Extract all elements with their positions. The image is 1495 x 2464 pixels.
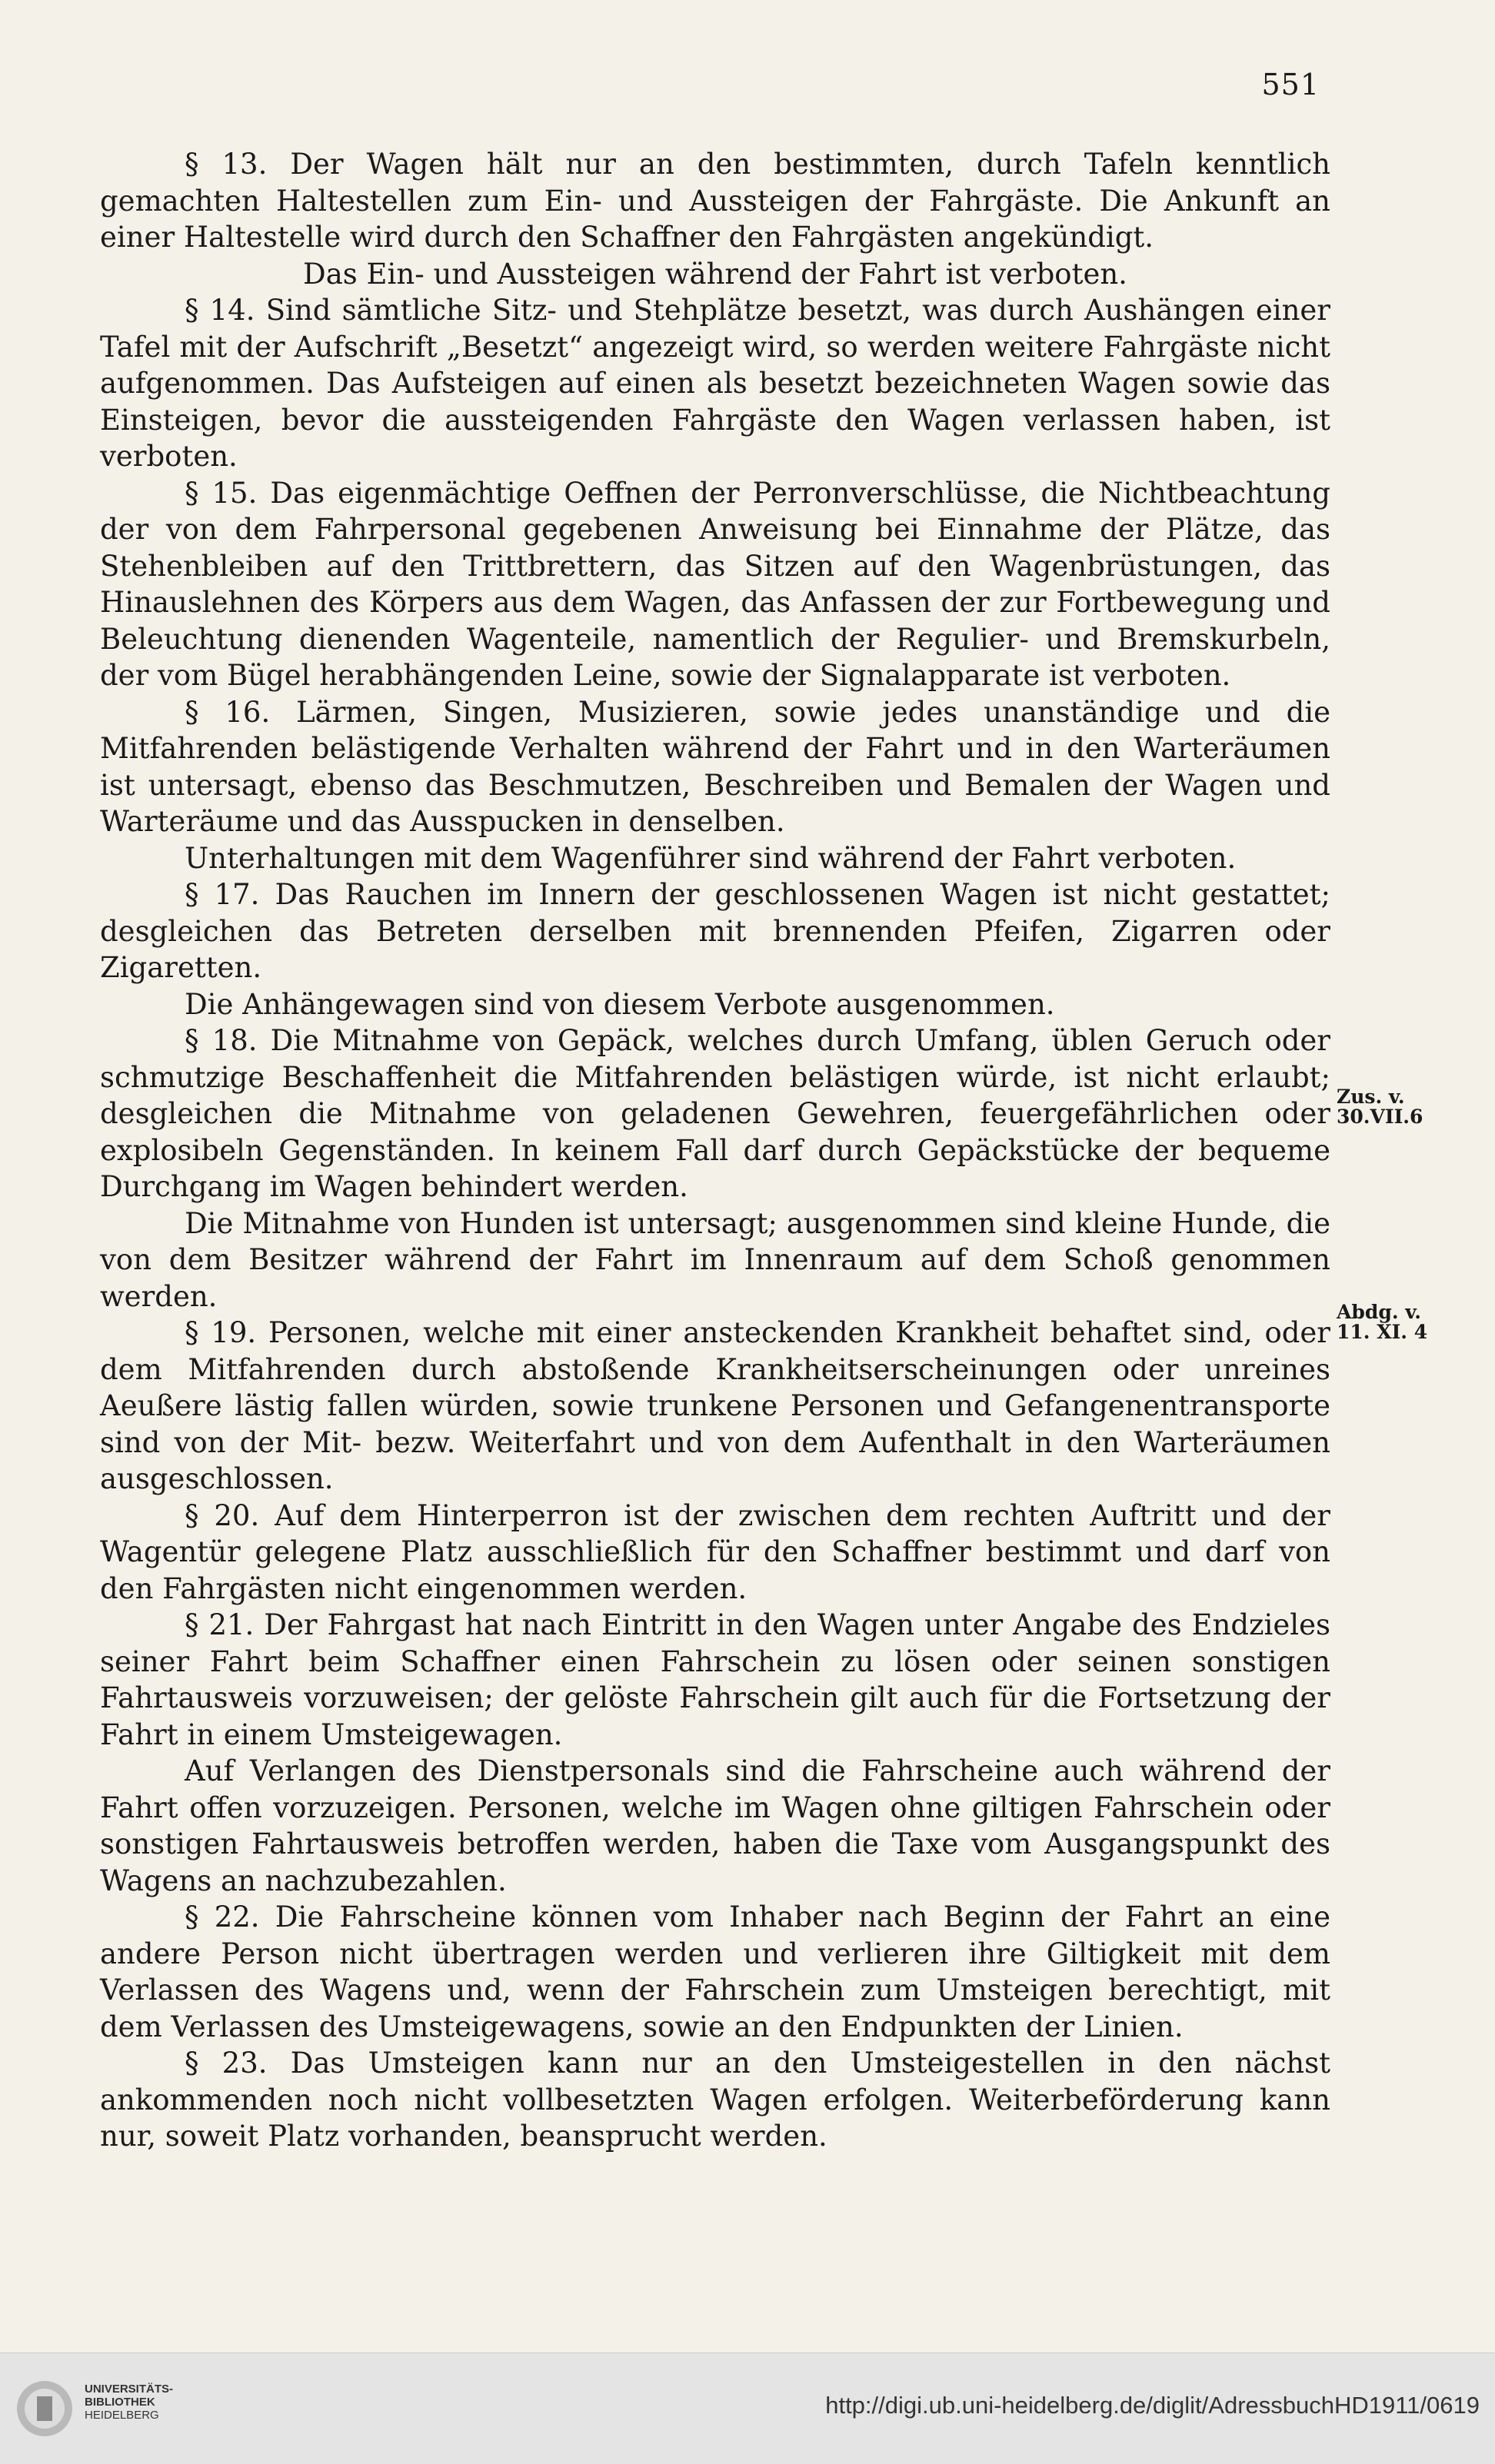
margin-note-amendment-line2: 11. XI. 4 — [1337, 1321, 1428, 1343]
paragraph-16: § 16. Lärmen, Singen, Musizieren, sowie jedes unanständige und die Mitfahrenden belästigende Verhalten während der Fahrt und in den Warteräumen ist untersagt, ebenso das Beschmutzen, Beschreiben und Bemalen der Wagen und Warteräume und das Ausspucken in denselben. — [100, 695, 1330, 838]
paragraph-22: § 22. Die Fahrscheine können vom Inhaber nach Beginn der Fahrt an eine andere Person nicht übertragen werden und verlieren ihre Giltigkeit mit dem Verlassen des Wagens und, wenn der Fahrschein zum Umsteigen berechtigt, mit dem Verlassen des Umsteigewagens, sowie an den Endpunkten der Linien. — [100, 1900, 1330, 2043]
paragraph-18-note: Die Mitnahme von Hunden ist untersagt; ausgenommen sind kleine Hunde, die von dem Besitzer während der Fahrt im Innenraum auf dem Schoß genommen werden. — [100, 1206, 1330, 1313]
margin-note-addition-line2: 30.VII.6 — [1337, 1106, 1423, 1128]
margin-note-addition — [1337, 1087, 1423, 1127]
paragraph-18: § 18. Die Mitnahme von Gepäck, welches durch Umfang, üblen Geruch oder schmutzige Beschaffenheit die Mitfahrenden belästigen würde, ist nicht erlaubt; desgleichen die Mitnahme von geladenen Gewehren, feuergefährlichen oder explosibeln Gegenständen. In keinem Fall darf durch Gepäckstücke der bequeme Durchgang im Wagen behindert werden. — [100, 1024, 1330, 1203]
paragraph-15: § 15. Das eigenmächtige Oeffnen der Perronverschlüsse, die Nichtbeachtung der von dem Fahrpersonal gegebenen Anweisung bei Einnahme der Plätze, das Stehenbleiben auf den Trittbrettern, das Sitzen auf den Wagenbrüstungen, das Hinauslehnen des Körpers aus dem Wagen, das Anfassen der zur Fortbewegung und Beleuchtung dienenden Wagenteile, namentlich der Regulier- und Bremskurbeln, der vom Bügel herabhängenden Leine, sowie der Signalapparate ist verboten. — [100, 476, 1330, 692]
paragraph-21-note: Auf Verlangen des Dienstpersonals sind die Fahrscheine auch während der Fahrt offen vorzuzeigen. Personen, welche im Wagen ohne giltigen Fahrschein oder sonstigen Fahrtausweis betroffen werden, haben die Taxe vom Ausgangspunkt des Wagens an nachzubezahlen. — [100, 1754, 1330, 1897]
margin-note-addition-line1: Zus. v. — [1337, 1086, 1405, 1108]
university-seal-icon — [14, 2378, 75, 2439]
paragraph-19: § 19. Personen, welche mit einer ansteckenden Krankheit behaftet sind, oder dem Mitfahrenden durch abstoßende Krankheitserscheinungen oder unreines Aeußere lästig fallen würden, sowie trunkene Personen und Gefangenentransporte sind von der Mit- bezw. Weiterfahrt und von dem Aufenthalt in den Warteräumen ausgeschlossen. — [100, 1316, 1330, 1495]
paragraph-21: § 21. Der Fahrgast hat nach Eintritt in den Wagen unter Angabe des Endzieles seiner Fahrt beim Schaffner einen Fahrschein zu lösen oder seinen sonstigen Fahrtausweis vorzuweisen; der gelöste Fahrschein gilt auch für die Fortsetzung der Fahrt in einem Umsteigewagen. — [100, 1608, 1330, 1751]
library-logo-text — [85, 2383, 173, 2422]
viewer-footer — [0, 2353, 1495, 2464]
paragraph-23: § 23. Das Umsteigen kann nur an den Umsteigestellen in den nächst ankommenden noch nicht vollbesetzten Wagen erfolgen. Weiterbeförderung kann nur, soweit Platz vorhanden, beansprucht werden. — [100, 2047, 1330, 2153]
paragraph-17: § 17. Das Rauchen im Innern der geschlossenen Wagen ist nicht gestattet; desgleichen das Betreten derselben mit brennenden Pfeifen, Zigarren oder Zigaretten. — [100, 878, 1330, 984]
logo-line-2: BIBLIOTHEK — [85, 2396, 155, 2409]
logo-line-3: HEIDELBERG — [85, 2409, 159, 2422]
margin-note-amendment-line1: Abdg. v. — [1337, 1301, 1421, 1323]
paragraph-16-note: Unterhaltungen mit dem Wagenführer sind während der Fahrt verboten. — [185, 841, 1237, 875]
paragraph-17-note: Die Anhängewagen sind von diesem Verbote ausgenommen. — [185, 987, 1055, 1021]
paragraph-14: § 14. Sind sämtliche Sitz- und Stehplätze besetzt, was durch Aushängen einer Tafel mit der Aufschrift „Besetzt“ angezeigt wird, so werden weitere Fahrgäste nicht aufgenommen. Das Aufsteigen auf einen als besetzt bezeichneten Wagen sowie das Einsteigen, bevor die aussteigenden Fahrgäste den Wagen verlassen haben, ist verboten. — [100, 294, 1330, 473]
paragraph-13: § 13. Der Wagen hält nur an den bestimmten, durch Tafeln kenntlich gemachten Haltestellen zum Ein- und Aussteigen der Fahrgäste. Die Ankunft an einer Haltestelle wird durch den Schaffner den Fahrgästen angekündigt. — [100, 148, 1330, 254]
margin-note-amendment — [1337, 1302, 1427, 1342]
logo-line-1: UNIVERSITÄTS- — [85, 2383, 174, 2396]
page-number: 551 — [1261, 68, 1320, 101]
paragraph-20: § 20. Auf dem Hinterperron ist der zwischen dem rechten Auftritt und der Wagentür gelegene Platz ausschließlich für den Schaffner bestimmt und darf von den Fahrgästen nicht eingenommen werden. — [100, 1498, 1330, 1605]
page-body — [100, 146, 1330, 2155]
permalink-url[interactable]: http://digi.ub.uni-heidelberg.de/diglit/AdressbuchHD1911/0619 — [825, 2392, 1480, 2419]
paragraph-13-note: Das Ein- und Aussteigen während der Fahrt ist verboten. — [303, 257, 1127, 291]
